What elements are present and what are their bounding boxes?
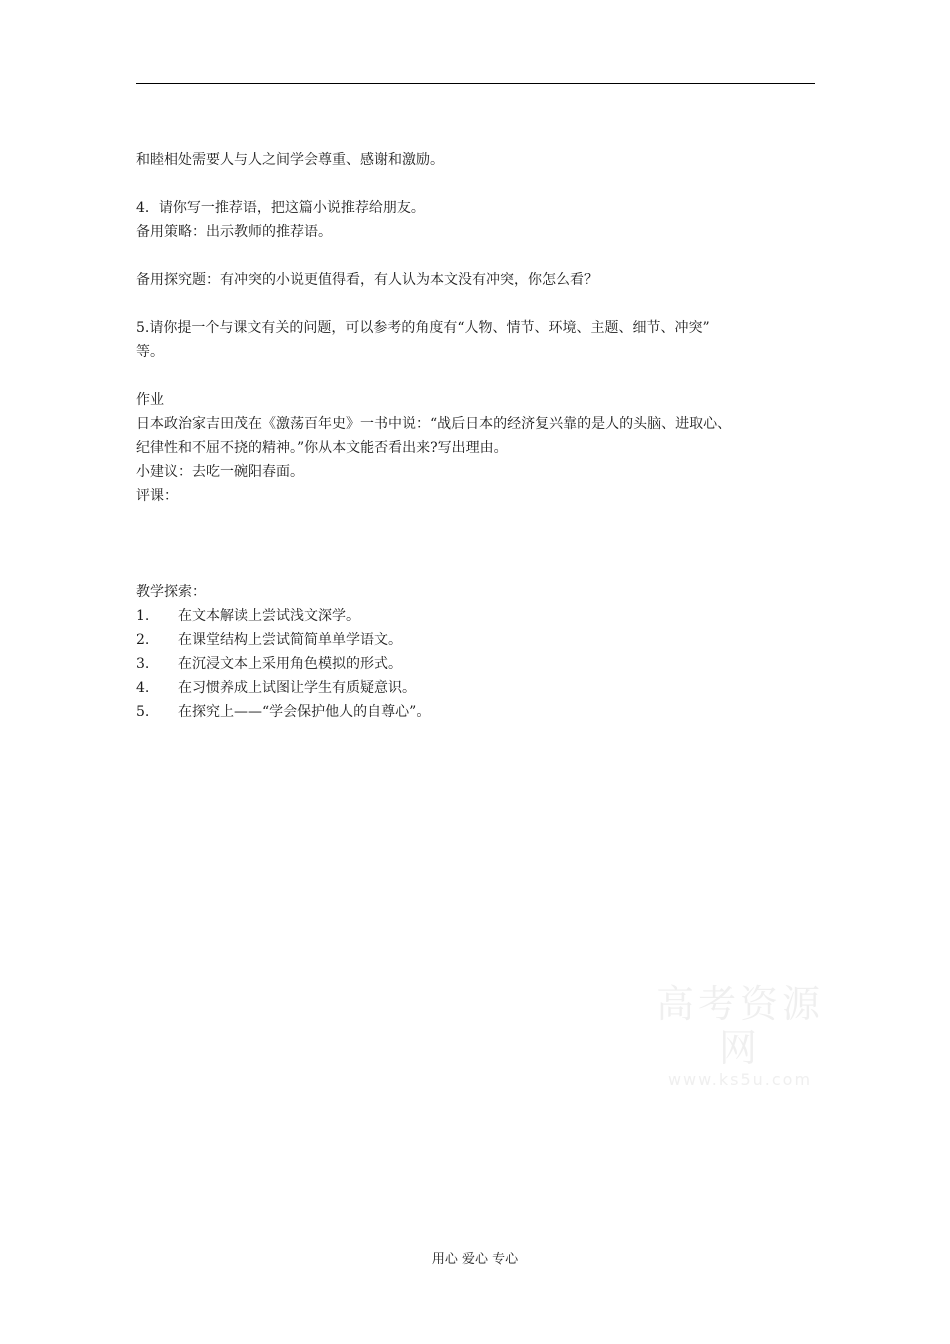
watermark-title: 高考资源网 — [655, 982, 824, 1070]
list-text: 在沉浸文本上采用角色模拟的形式。 — [178, 656, 402, 672]
list-number: 4. — [136, 680, 150, 696]
list-number: 1. — [136, 608, 150, 624]
list-item — [136, 676, 836, 700]
backup-strategy: 备用策略：出示教师的推荐语。 — [136, 224, 332, 240]
list-item — [136, 700, 836, 724]
text-line: 和睦相处需要人与人之间学会尊重、感谢和激励。 — [136, 152, 444, 168]
list-item — [136, 628, 836, 652]
exploration-heading: 教学探索： — [136, 584, 206, 600]
backup-question: 备用探究题：有冲突的小说更值得看，有人认为本文没有冲突，你怎么看？ — [136, 272, 598, 288]
homework-text-cont: 纪律性和不屈不挠的精神。”你从本文能否看出来?写出理由。 — [136, 440, 508, 456]
list-text: 在文本解读上尝试浅文深学。 — [178, 608, 360, 624]
homework-heading: 作业 — [136, 392, 164, 408]
list-text: 在探究上——“学会保护他人的自尊心”。 — [178, 704, 431, 720]
document-body — [136, 148, 836, 724]
list-number: 5. — [136, 704, 150, 720]
question-5-cont: 等。 — [136, 344, 164, 360]
watermark-url: www.ks5u.com — [667, 1070, 813, 1089]
list-item — [136, 604, 836, 628]
review-heading: 评课： — [136, 488, 178, 504]
page-footer: 用心 爱心 专心 — [431, 1252, 519, 1267]
question-5: 5.请你提一个与课文有关的问题，可以参考的角度有“人物、情节、环境、主题、细节、冲突” — [136, 320, 710, 336]
homework-text: 日本政治家吉田茂在《激荡百年史》一书中说：“战后日本的经济复兴靠的是人的头脑、进取心、 — [136, 416, 732, 432]
list-text: 在课堂结构上尝试简简单单学语文。 — [178, 632, 402, 648]
list-item — [136, 652, 836, 676]
suggestion: 小建议：去吃一碗阳春面。 — [136, 464, 304, 480]
list-number: 2. — [136, 632, 150, 648]
header-rule — [136, 83, 815, 84]
question-4: 4．请你写一推荐语，把这篇小说推荐给朋友。 — [136, 200, 425, 216]
list-text: 在习惯养成上试图让学生有质疑意识。 — [178, 680, 416, 696]
list-number: 3. — [136, 656, 150, 672]
watermark — [640, 982, 840, 1090]
